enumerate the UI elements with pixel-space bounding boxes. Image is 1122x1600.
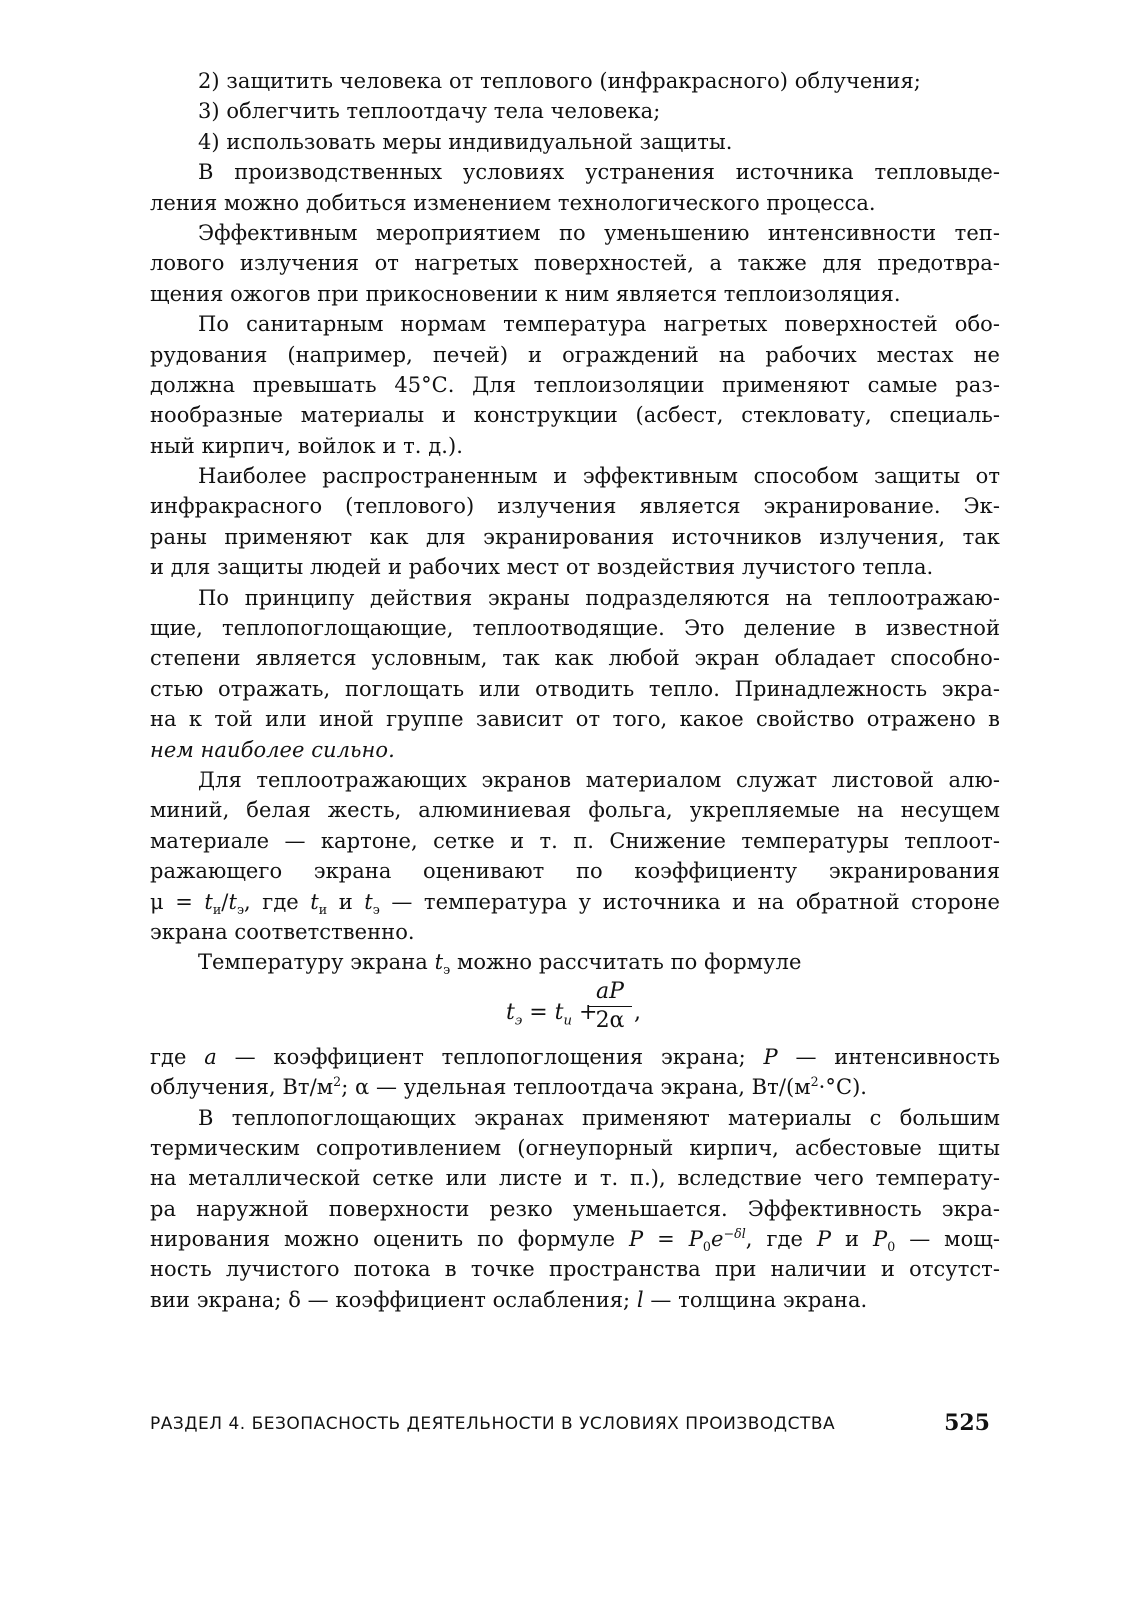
inline-text: — толщина экрана. xyxy=(643,1287,868,1312)
t-symbol: t xyxy=(434,950,444,975)
inline-text: — мощ- xyxy=(895,1227,1000,1252)
exponent: −δl xyxy=(723,1226,746,1242)
p-symbol: P xyxy=(763,1044,778,1069)
subscript-zero: 0 xyxy=(702,1239,711,1255)
display-formula xyxy=(150,978,1000,1042)
inline-text: , где xyxy=(244,889,311,914)
paragraph-line: рудования (например, печей) и ограждений на рабочих местах не xyxy=(150,342,1000,367)
equals-sign: = xyxy=(522,999,555,1025)
section-title: РАЗДЕЛ 4. БЕЗОПАСНОСТЬ ДЕЯТЕЛЬНОСТИ В УСЛОВИЯХ ПРОИЗВОДСТВА xyxy=(150,1414,836,1434)
mu-symbol: μ xyxy=(150,889,164,914)
subscript-e: э xyxy=(236,901,245,917)
formula-comma: , xyxy=(634,999,641,1025)
p-symbol: P xyxy=(629,1227,644,1252)
subscript-i: и xyxy=(212,901,222,917)
p-symbol: P xyxy=(816,1227,832,1252)
paragraph-line: на к той или иной группе зависит от того, какое свойство отражено в xyxy=(150,707,1000,732)
superscript: 2 xyxy=(333,1074,342,1090)
paragraph-line: Наиболее распространенным и эффективным способом защиты от xyxy=(198,464,1000,489)
formula-lhs xyxy=(506,999,598,1029)
inline-text: — температура у источника и на обратной стороне xyxy=(379,889,1001,914)
t-symbol: t xyxy=(310,889,319,914)
paragraph-line: В теплопоглощающих экранах применяют материалы с большим xyxy=(198,1105,1000,1130)
t-symbol: t xyxy=(506,999,515,1025)
paragraph-line: инфракрасного (теплового) излучения является экранирование. Эк- xyxy=(150,494,1000,519)
paragraph-line: ражающего экрана оценивают по коэффициенту экранирования xyxy=(150,859,1000,884)
list-item: 2) защитить человека от теплового (инфракрасного) облучения; xyxy=(198,69,921,93)
inline-text: и xyxy=(831,1227,873,1252)
e-symbol: e xyxy=(710,1227,724,1252)
t-symbol: t xyxy=(228,889,237,914)
inline-text: облучения, Вт/м xyxy=(150,1075,334,1100)
subscript-zero: 0 xyxy=(887,1239,896,1255)
p-symbol: P xyxy=(688,1227,703,1252)
subscript-e: э xyxy=(443,962,451,978)
subscript-i: и xyxy=(318,901,328,917)
paragraph-line: щения ожогов при прикосновении к ним является теплоизоляция. xyxy=(150,281,901,306)
fraction-numerator: aP xyxy=(588,978,632,1007)
paragraph-line: миний, белая жесть, алюминиевая фольга, укрепляемые на несущем xyxy=(150,798,1000,823)
a-symbol: a xyxy=(204,1044,217,1069)
inline-text: — коэффициент теплопоглощения экрана; xyxy=(216,1044,764,1069)
superscript: 2 xyxy=(810,1074,819,1090)
paragraph-line: ра наружной поверхности резко уменьшается. Эффективность экра- xyxy=(150,1196,1000,1221)
paragraph-line: ления можно добиться изменением технологического процесса. xyxy=(150,190,876,215)
paragraph-line: По санитарным нормам температура нагретых поверхностей обо- xyxy=(198,312,1000,337)
inline-text: — интенсивность xyxy=(777,1044,1000,1069)
paragraph-line: экрана соответственно. xyxy=(150,919,415,944)
paragraph-line: щие, теплопоглощающие, теплоотводящие. Это деление в известной xyxy=(150,616,1000,641)
paragraph-line: должна превышать 45°С. Для теплоизоляции применяют самые раз- xyxy=(150,372,1000,397)
paragraph-line: где a — коэффициент теплопоглощения экрана; P — интенсивность xyxy=(150,1044,1000,1069)
paragraph-line: Эффективным мероприятием по уменьшению интенсивности теп- xyxy=(198,220,1000,245)
inline-text: Температуру экрана xyxy=(198,950,435,975)
paragraph-line: термическим сопротивлением (огнеупорный кирпич, асбестовые щиты xyxy=(150,1135,1000,1160)
t-symbol: t xyxy=(554,999,564,1025)
paragraph-line xyxy=(150,1285,1000,1315)
paragraph-line: степени является условным, так как любой экран обладает способно- xyxy=(150,646,1000,671)
equals-sign: = xyxy=(163,889,205,914)
paragraph-line: нообразные материалы и конструкции (асбест, стекловату, специаль- xyxy=(150,403,1000,428)
paragraph-line: и для защиты людей и рабочих мест от воздействия лучистого тепла. xyxy=(150,555,934,580)
inline-text: ·°С). xyxy=(818,1075,868,1100)
t-symbol: t xyxy=(204,889,213,914)
inline-text: , где xyxy=(745,1227,817,1252)
subscript-e: э xyxy=(514,1013,523,1029)
subscript-e: э xyxy=(372,901,380,917)
list-item: 4) использовать меры индивидуальной защиты. xyxy=(198,129,733,154)
inline-text: вии экрана; δ — коэффициент ослабления; xyxy=(150,1287,637,1312)
inline-text: и xyxy=(327,889,365,914)
page-body xyxy=(150,66,1000,1315)
p-symbol: P xyxy=(873,1227,888,1252)
paragraph-line xyxy=(150,887,1000,917)
paragraph-line xyxy=(150,1072,1000,1102)
paragraph-line: стью отражать, поглощать или отводить тепло. Принадлежность экра- xyxy=(150,676,1000,701)
paragraph-line: Для теплоотражающих экранов материалом служат листовой алю- xyxy=(198,767,1000,792)
inline-text: можно рассчитать по формуле xyxy=(450,950,802,975)
t-symbol: t xyxy=(364,889,373,914)
slash: / xyxy=(221,889,229,914)
paragraph-line: В производственных условиях устранения источника тепловыде- xyxy=(198,160,1000,185)
inline-text: ; α — удельная теплоотдача экрана, Вт/(м xyxy=(341,1075,811,1100)
paragraph-line: ность лучистого потока в точке пространства при наличии и отсутст- xyxy=(150,1257,1000,1282)
list-item: 3) облегчить теплоотдачу тела человека; xyxy=(198,99,661,124)
emphasis-text: нем наиболее сильно. xyxy=(150,737,395,762)
inline-text: нирования можно оценить по формуле xyxy=(150,1227,630,1252)
paragraph-line: раны применяют как для экранирования источников излучения, так xyxy=(150,524,1000,549)
page-number: 525 xyxy=(944,1410,990,1436)
page-footer xyxy=(150,1410,990,1440)
paragraph-line xyxy=(150,1224,1000,1254)
equals-sign: = xyxy=(643,1227,689,1252)
l-symbol: l xyxy=(636,1287,644,1312)
paragraph-line: материале — картоне, сетке и т. п. Снижение температуры теплоот- xyxy=(150,828,1000,853)
subscript-i: и xyxy=(563,1013,572,1029)
plus-sign: + xyxy=(572,999,598,1025)
paragraph-line: ный кирпич, войлок и т. д.). xyxy=(150,433,463,458)
formula-fraction xyxy=(588,978,632,1035)
paragraph-line: По принципу действия экраны подразделяются на теплоотражаю- xyxy=(198,585,1000,610)
paragraph-line xyxy=(150,735,1000,765)
paragraph-line: лового излучения от нагретых поверхностей, а также для предотвра- xyxy=(150,251,1000,276)
fraction-denominator: 2α xyxy=(595,1007,625,1033)
paragraph-line xyxy=(150,947,1000,977)
paragraph-line: на металлической сетке или листе и т. п.), вследствие чего температу- xyxy=(150,1166,1000,1191)
